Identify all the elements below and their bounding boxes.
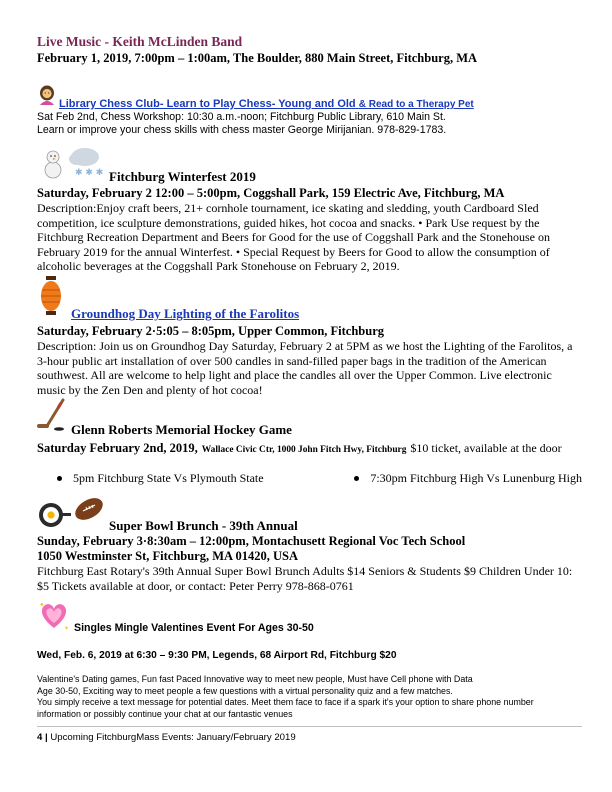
chess-club-link[interactable] [59,98,474,110]
hockey-ticket: $10 ticket, available at the door [410,441,562,455]
chess-line-2: Learn or improve your chess skills with chess master George Mirijanian. 978-829-1783. [37,123,447,136]
hockey-stick-icon [37,398,69,437]
singles-line-1: Valentine's Dating games, Fun fast Paced Innovative way to meet new people, Must have Cell phone with Data [37,674,473,684]
footer [37,732,582,743]
event-live-music [37,34,582,66]
hockey-title: Glenn Roberts Memorial Hockey Game [71,422,292,437]
lantern-icon [37,275,67,322]
singles-line-4: information or possibly continue your chat at our fantastic venues [37,709,293,720]
winterfest-description: Description:Enjoy craft beers, 21+ cornhole tournament, ice skating and sledding, youth Cardboard Sled competition, ice sculpture demonstrations, guided hikes, hot cocoa and snacks. • Park Use request by the Fitchburg Recreation Department and Beers for Good for the use of Coggshall Park and the Stonehouse on February 2019 for the annual Winterfest. • Special Request by Beers for Good to allow the consumption of alcoholic beverages at the Coggshall Park Stonehouse on February 2, 2019. [37,201,550,274]
chess-club-title: Library Chess Club- Learn to Play Chess- Young and Old [59,98,356,110]
event-details: February 1, 2019, 7:00pm – 1:00am, The Boulder, 880 Main Street, Fitchburg, MA [37,51,478,65]
singles-line-2: Age 30-50, Exciting way to meet people a few questions with a virtual personality quiz and a few matches. [37,685,453,696]
footer-text: Upcoming FitchburgMass Events: January/February 2019 [50,732,296,743]
winterfest-details: Saturday, February 2 12:00 – 5:00pm, Coggshall Park, 159 Electric Ave, Fitchburg, MA [37,186,505,200]
snowman-snowcloud-icon [37,143,109,184]
brunch-title: Super Bowl Brunch - 39th Annual [109,518,298,533]
farolitos-link[interactable]: Groundhog Day Lighting of the Farolitos [71,306,300,321]
frying-pan-football-icon [37,494,109,533]
footer-divider [37,726,582,727]
singles-details: Wed, Feb. 6, 2019 at 6:30 – 9:30 PM, Legends, 68 Airport Rd, Fitchburg $20 [37,650,397,661]
winterfest-title: Fitchburg Winterfest 2019 [109,169,256,184]
event-super-bowl-brunch [37,494,582,593]
sparkling-heart-icon [37,598,71,637]
hockey-date: Saturday February 2nd, 2019, [37,441,198,455]
event-hockey-game [37,398,582,486]
footer-page-number: 4 [37,732,43,743]
event-singles-mingle [37,598,582,721]
svg-text:✦: ✦ [64,625,70,632]
svg-text:✱ ✱ ✱: ✱ ✱ ✱ [75,168,104,178]
farolitos-description: Description: Join us on Groundhog Day Saturday, February 2 at 5PM as we host the Lighting of the Farolitos, a 3-hour public art installation of over 500 candles in sand-filled paper bags in the tradition of the American southwest. All are welcome to help light and place the candles all over the Upper Common. Live electronic music by the Zen Den and plenty of hot cocoa! [37,339,573,397]
woman-icon [37,85,57,110]
singles-title: Singles Mingle Valentines Event For Ages 30-50 [74,622,314,634]
chess-club-title-suffix: & Read to a Therapy Pet [358,99,474,110]
svg-text:✦: ✦ [39,601,45,609]
list-item: 5pm Fitchburg State Vs Plymouth State [57,471,264,486]
event-chess-club [37,85,582,136]
event-winterfest [37,143,582,274]
singles-line-3: You simply receive a text message for potential dates. Meet them face to face if a spark it's your option to share phone number [37,697,534,708]
farolitos-details: Saturday, February 2·5:05 – 8:05pm, Upper Common, Fitchburg [37,324,384,338]
event-title: Live Music - Keith McLinden Band [37,34,243,49]
hockey-venue: Wallace Civic Ctr, 1000 John Fitch Hwy, Fitchburg [201,445,407,455]
event-farolitos [37,275,582,397]
chess-line-1: Sat Feb 2nd, Chess Workshop: 10:30 a.m.-noon; Fitchburg Public Library, 610 Main St. [37,111,446,123]
hockey-games-list [37,471,582,486]
brunch-description: Fitchburg East Rotary's 39th Annual Super Bowl Brunch Adults $14 Seniors & Students $9 Children Under 10: $5 Tickets available at door, or contact: Peter Perry 978-868-0761 [37,564,573,593]
brunch-details-2: 1050 Westminster St, Fitchburg, MA 01420, USA [37,549,298,563]
footer-separator: | [45,732,48,743]
list-item: 7:30pm Fitchburg High Vs Lunenburg High [354,471,582,486]
singles-description [37,674,582,721]
brunch-details-1: Sunday, February 3·8:30am – 12:00pm, Montachusett Regional Voc Tech School [37,534,466,548]
